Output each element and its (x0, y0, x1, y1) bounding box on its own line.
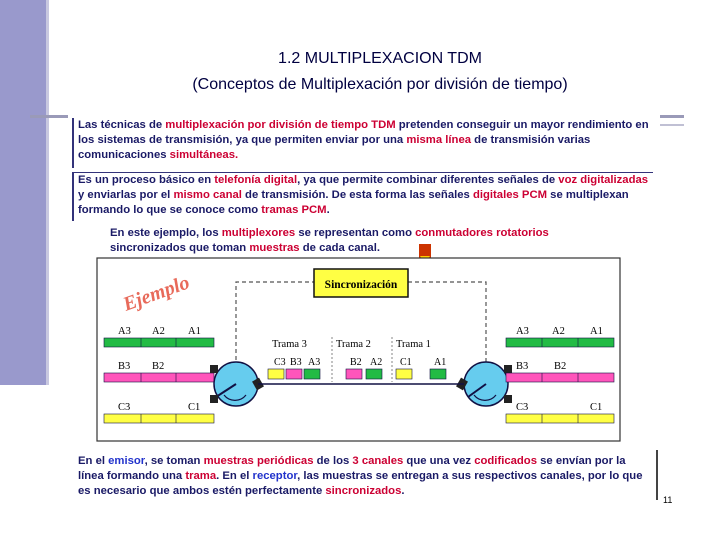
ch-label: C3 (516, 402, 529, 413)
sync-label: Sincronización (324, 279, 398, 291)
highlight: sincronizados (325, 485, 402, 497)
highlight: trama (185, 470, 217, 482)
cell-label: C3 (274, 357, 286, 368)
ch-label: B3 (118, 361, 131, 372)
text: se multiplexan formando lo que se conoce como (78, 189, 629, 216)
paragraph-emisor-receptor (78, 454, 653, 499)
text: , ya que permite combinar diferentes señales de (297, 174, 559, 186)
ch-label: A2 (552, 326, 565, 337)
highlight: mismo canal (173, 189, 242, 201)
ch-label: C1 (188, 402, 201, 413)
text: Las técnicas de (78, 119, 166, 131)
highlight: telefonía digital (214, 174, 298, 186)
ch-label: C3 (118, 402, 131, 413)
ch-label: A1 (590, 326, 603, 337)
highlight: muestras periódicas (203, 455, 314, 467)
cell-label: B3 (290, 357, 302, 368)
text: y enviarlas por el (78, 189, 174, 201)
slide-subtitle: (Conceptos de Multiplexación por división de tiempo) (192, 76, 568, 93)
footer-divider (656, 450, 658, 500)
ch-label: A3 (516, 326, 529, 337)
paragraph-telephony (72, 172, 653, 221)
text: pretenden conseguir un mayor rendimiento en los sistemas de transmisión, ya que permiten enviar por una (78, 119, 649, 146)
cell-label: C1 (400, 357, 412, 368)
text: que una vez (403, 455, 475, 467)
tdm-diagram (96, 257, 621, 442)
highlight: simultáneas. (169, 149, 239, 161)
ch-label: B3 (516, 361, 529, 372)
highlight: tramas PCM (261, 204, 327, 216)
paragraph-example (110, 226, 590, 256)
title-divider-right (660, 115, 684, 118)
highlight: muestras (249, 242, 300, 254)
highlight: multiplexores (221, 227, 296, 239)
page-number: 11 (663, 495, 673, 505)
text: se representan como (295, 227, 416, 239)
right-channel-a (506, 326, 614, 347)
ch-label: B2 (152, 361, 165, 372)
text: . (326, 204, 330, 216)
slide-title: 1.2 MULTIPLEXACION TDM (278, 50, 482, 67)
text: de transmisión. De esta forma las señales (241, 189, 473, 201)
highlight-blue: emisor (108, 455, 145, 467)
text: . En el (216, 470, 253, 482)
channel-c-bar (104, 414, 214, 423)
channel-b-bar (104, 373, 214, 382)
ejemplo-label: Ejemplo (120, 271, 193, 316)
cell-label: B2 (350, 357, 362, 368)
highlight: misma línea (406, 134, 472, 146)
text: sincronizados que toman (110, 242, 250, 254)
ch-label: A3 (118, 326, 131, 337)
ch-label: A2 (152, 326, 165, 337)
highlight: conmutadores rotatorios (415, 227, 549, 239)
ch-label: C1 (590, 402, 603, 413)
channel-c-bar (506, 414, 614, 423)
trama-label: Trama 3 (272, 339, 307, 350)
highlight: digitales PCM (472, 189, 548, 201)
text: , se toman (144, 455, 204, 467)
highlight: codificados (474, 455, 537, 467)
highlight-blue: receptor (252, 470, 298, 482)
trama-label: Trama 2 (336, 339, 371, 350)
cell-label: A3 (308, 357, 321, 368)
text: , las muestras se entregan a sus respectivos canales, por lo que es necesario que ambos estén perfectamente (78, 470, 643, 497)
text: . (401, 485, 405, 497)
title-divider-right-thin (660, 124, 684, 126)
left-channel-a (104, 326, 214, 347)
paragraph-definition (72, 118, 653, 168)
text: de cada canal. (299, 242, 380, 254)
text: se envían por la línea formando una (78, 455, 626, 482)
cell-label: A2 (370, 357, 383, 368)
highlight: multiplexación por división de tiempo TDM (165, 119, 396, 131)
text: Es un proceso básico en (78, 174, 215, 186)
cell-label: A1 (434, 357, 447, 368)
highlight: 3 canales (352, 455, 404, 467)
channel-b-bar (506, 373, 614, 382)
text: En el (78, 455, 109, 467)
channel-a-bar (104, 338, 214, 347)
ch-label: B2 (554, 361, 567, 372)
trama-label: Trama 1 (396, 339, 431, 350)
text: de transmisión varias comunicaciones (78, 134, 591, 161)
channel-a-bar (506, 338, 614, 347)
ch-label: A1 (188, 326, 201, 337)
highlight: voz digitalizadas (558, 174, 649, 186)
text: En este ejemplo, los (110, 227, 222, 239)
text: de los (313, 455, 353, 467)
title-divider-left (30, 115, 68, 118)
